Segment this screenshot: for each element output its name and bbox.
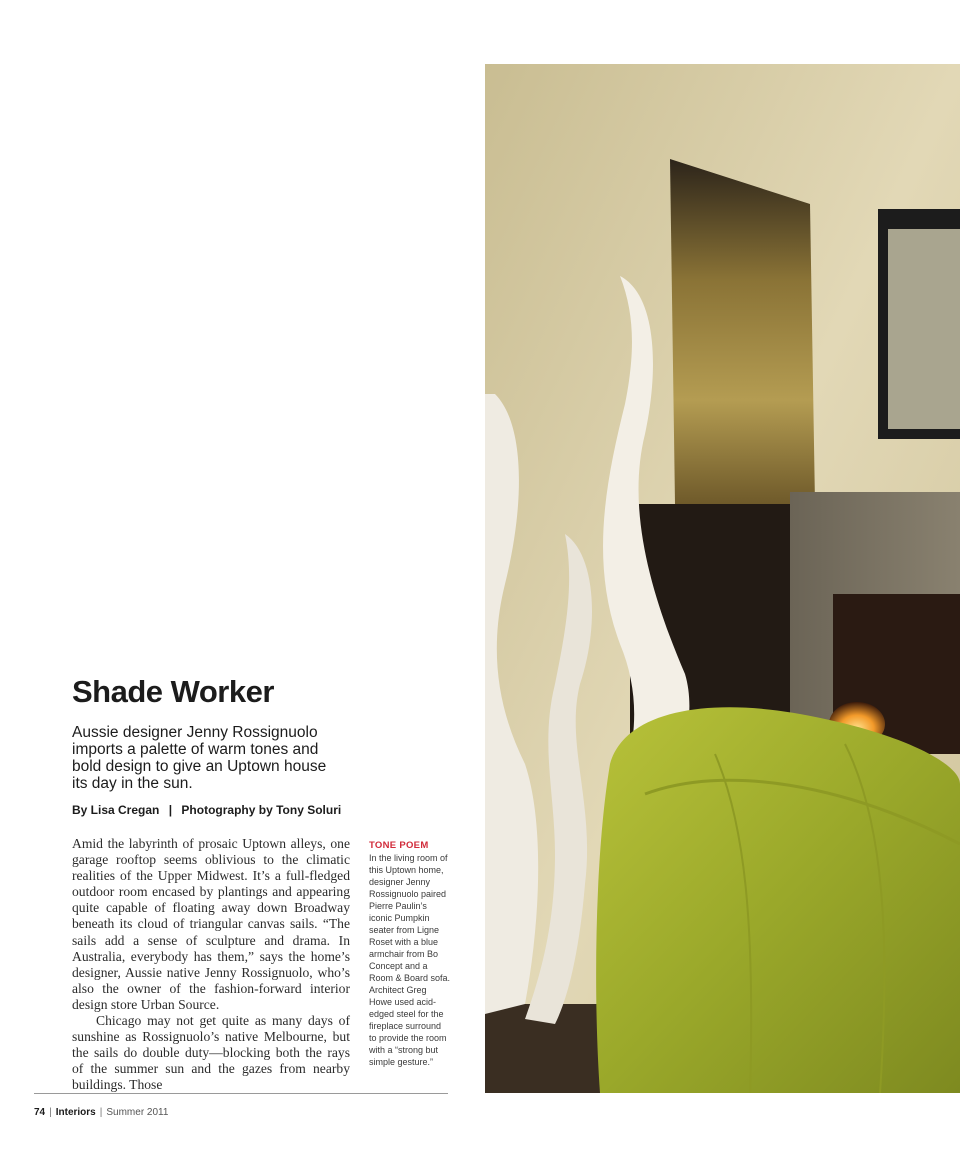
page-number: 74 [34, 1107, 46, 1118]
caption-kicker: TONE POEM [369, 840, 429, 851]
footer-separator: | [49, 1107, 52, 1118]
body-paragraph: Amid the labyrinth of prosaic Uptown alleys, one garage rooftop seems oblivious to the climatic realities of the Upper Midwest. It’s a full-fledged outdoor room encased by plantings and appearing quite capable of floating away down Broadway beneath its cloud of triangular canvas sails. “The sails add a sense of sculpture and drama. In Australia, everybody has them,” says the home’s designer, Aussie native Jenny Rossignuolo, who’s also the owner of the fashion-forward interior design store Urban Source. [72, 836, 350, 1012]
byline-photographer: Photography by Tony Soluri [181, 803, 342, 817]
photo-caption [369, 840, 451, 1068]
footer-rule [34, 1093, 448, 1094]
article-deck: Aussie designer Jenny Rossignuolo imports a palette of warm tones and bold design to give an Uptown house its day in the sun. [72, 724, 327, 792]
page-footer [34, 1107, 168, 1118]
issue-date: Summer 2011 [106, 1107, 169, 1118]
byline [72, 803, 341, 817]
article-title: Shade Worker [72, 674, 274, 709]
byline-separator: | [168, 803, 173, 817]
photo-illustration [485, 64, 960, 1093]
living-room-photo [485, 64, 960, 1093]
body-paragraph: Chicago may not get quite as many days of sunshine as Rossignuolo’s native Melbourne, but the sails do double duty—blocking both the rays of the summer sun and the gazes from nearby buildings. Those [72, 1013, 350, 1093]
caption-text: In the living room of this Uptown home, designer Jenny Rossignuolo paired Pierre Paulin’s iconic Pumpkin seater from Ligne Roset with a blue armchair from Bo Concept and a Room & Board sofa. Architect Greg Howe used acid-edged steel for the fireplace surround to provide the room with a “strong but simple gesture.” [369, 853, 451, 1067]
footer-separator: | [99, 1107, 103, 1118]
magazine-name: Interiors [55, 1107, 96, 1118]
byline-author: By Lisa Cregan [72, 803, 160, 817]
article-body [72, 836, 350, 1094]
